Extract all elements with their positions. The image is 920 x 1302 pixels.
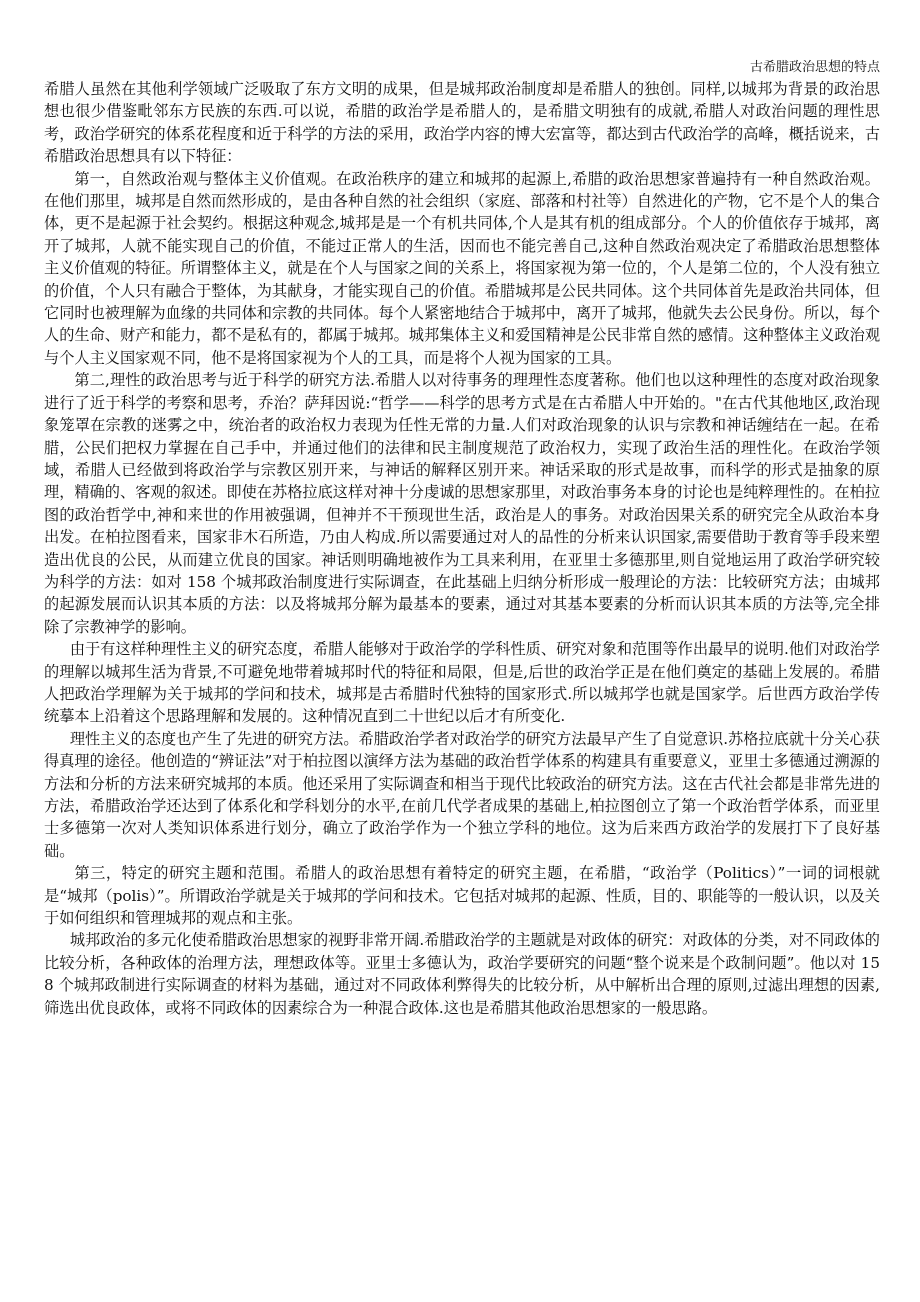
paragraph-rationalism: 由于有这样种理性主义的研究态度，希腊人能够对于政治学的学科性质、研究对象和范围等作出最早的说明.他们对政治学的理解以城邦生活为背景,不可避免地带着城邦时代的特征和局限，但是,后世的政治学正是在他们奠定的基础上发展的。希腊人把政治学理解为关于城邦的学问和技术，城邦是古希腊时代独特的国家形式.所以城邦学也就是国家学。后世西方政治学传统摹本上沿着这个思路理解和发展的。这种情况直到二十世纪以后才有所变化. (44, 640, 880, 726)
paragraph-first-feature: 第一，自然政治观与整体主义价值观。在政治秩序的建立和城邦的起源上,希腊的政治思想家普遍持有一种自然政治观。在他们那里，城邦是自然而然形成的，是由各种自然的社会组织（家庭、部落和村社等）自然进化的产物，它不是个人的集合体，更不是起源于社会契约。根据这种观念,城邦是是一个有机共同体,个人是其有机的组成部分。个人的价值依存于城邦，离开了城邦，人就不能实现自己的价值，不能过正常人的生活，因而也不能完善自己,这种自然政治观决定了希腊政治思想整体主义价值观的特征。所谓整体主义，就是在个人与国家之间的关系上，将国家视为第一位的，个人是第二位的，个人没有独立的价值，个人只有融合于整体，为其献身，才能实现自己的价值。希腊城邦是公民共同体。这个共同体首先是政治共同体，但它同时也被理解为血缘的共同体和宗教的共同体。每个人紧密地结合于城邦中，离开了城邦，他就失去公民身份。所以，每个人的生命、财产和能力，都不是私有的，都属于城邦。城邦集体主义和爱国精神是公民非常自然的感情。这种整体主义政治观与个人主义国家观不同，他不是将国家视为个人的工具，而是将个人视为国家的工具。 (44, 169, 880, 367)
paragraph-methods: 理性主义的态度也产生了先进的研究方法。希腊政治学者对政治学的研究方法最早产生了自觉意识.苏格拉底就十分关心获得真理的途径。他创造的“辨证法”对于柏拉图以演绎方法为基础的政治哲学体系的构建具有重要意义，亚里士多德通过溯源的方法和分析的方法来研究城邦的本质。他还采用了实际调查和相当于现代比较政治的研究方法。这在古代社会都是非常先进的方法，希腊政治学还达到了体系化和学科划分的水平,在前几代学者成果的基础上,柏拉图创立了第一个政治哲学体系，而亚里士多德第一次对人类知识体系进行划分，确立了政治学作为一个独立学科的地位。这为后来西方政治学的发展打下了良好基础。 (44, 729, 880, 860)
document-page (44, 0, 880, 1302)
paragraph-intro: 希腊人虽然在其他利学领域广泛吸取了东方文明的成果，但是城邦政治制度却是希腊人的独创。同样,以城邦为背景的政治思想也很少借鉴毗邻东方民族的东西.可以说，希腊的政治学是希腊人的，是希腊文明独有的成就,希腊人对政治问题的理性思考，政治学研究的体系花程度和近于科学的方法的采用，政治学内容的博大宏富等，都达到古代政治学的高峰，概括说来，古希腊政治思想具有以下特征： (44, 80, 880, 166)
paragraph-polity-study: 城邦政治的多元化使希腊政治思想家的视野非常开阔.希腊政治学的主题就是对政体的研究：对政体的分类，对不同政体的比较分析，各种政体的治理方法，理想政体等。亚里士多德认为，政治学要研究的问题“整个说来是个政制问题”。他以对 158 个城邦政制进行实际调查的材料为基础，通过对不同政体利弊得失的比较分析，从中解析出合理的原则,过滤出理想的因素,筛选出优良政体，或将不同政体的因素综合为一种混合政体.这也是希腊其他政治思想家的一般思路。 (44, 931, 880, 1017)
paragraph-second-feature: 第二,理性的政治思考与近于科学的研究方法.希腊人以对待事务的理理性态度著称。他们也以这种理性的态度对政治现象进行了近于科学的考察和思考，乔治？萨拜因说:“哲学——科学的思考方式是在古希腊人中开始的。"在古代其他地区,政治现象笼罩在宗教的迷雾之中，统治者的政治权力表现为任性无常的力量.人们对政治现象的认识与宗教和神话缠结在一起。在希腊，公民们把权力掌握在自己手中，并通过他们的法律和民主制度规范了政治权力，实现了政治生活的理性化。在政治学领域，希腊人已经做到将政治学与宗教区别开来，与神话的解释区别开来。神话采取的形式是故事，而科学的形式是抽象的原理，精确的、客观的叙述。即使在苏格拉底这样对神十分虔诚的思想家那里，对政治事务本身的讨论也是纯粹理性的。在柏拉图的政治哲学中,神和来世的作用被强调，但神并不干预现世生活，政治是人的事务。对政治因果关系的研究完全从政治本身出发。在柏拉图看来，国家非木石所造，乃由人构成.所以需要通过对人的品性的分析来认识国家,需要借助于教育等手段来塑造出优良的公民，从而建立优良的国家。神话则明确地被作为工具来利用，在亚里士多德那里,则自觉地运用了政治学研究较为科学的方法：如对 158 个城邦政治制度进行实际调查，在此基础上归纳分析形成一般理论的方法：比较研究方法；由城邦的起源发展而认识其本质的方法：以及将城邦分解为最基本的要素，通过对其基本要素的分析而认识其本质的方法等,完全排除了宗教神学的影响。 (44, 371, 880, 636)
document-body (44, 78, 880, 1019)
paragraph-third-feature: 第三，特定的研究主题和范围。希腊人的政治思想有着特定的研究主题，在希腊，“政治学（Politics）”一词的词根就是“城邦（polis）”。所谓政治学就是关于城邦的学问和技术。它包括对城邦的起源、性质，目的、职能等的一般认识，以及关于如何组织和管理城邦的观点和主张。 (44, 864, 880, 928)
running-header: 古希腊政治思想的特点 (749, 60, 880, 75)
